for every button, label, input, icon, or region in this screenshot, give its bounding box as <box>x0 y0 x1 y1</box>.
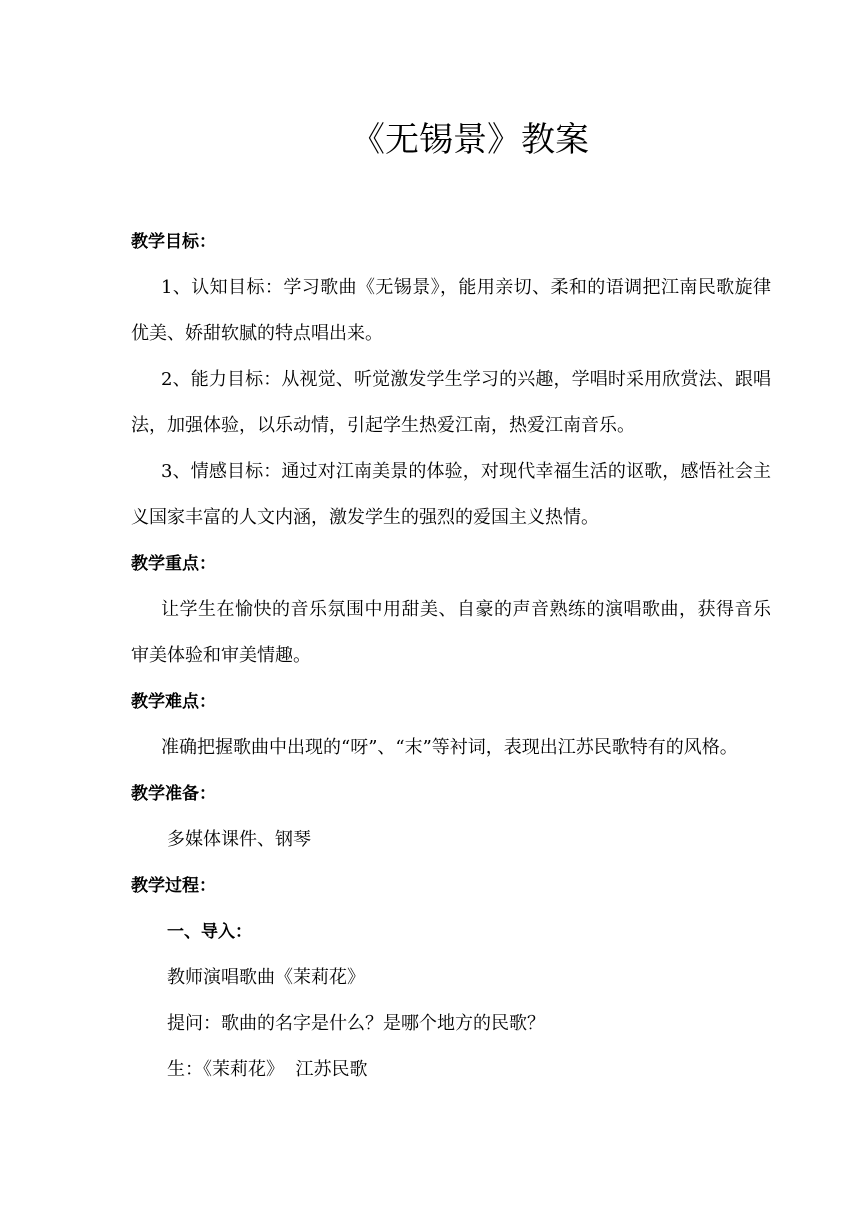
process-line-1: 教师演唱歌曲《茉莉花》 <box>167 967 365 988</box>
process-section-1-heading: 一、导入： <box>167 922 252 942</box>
process-heading: 教学过程： <box>131 876 216 896</box>
goal-item-1: 1、认知目标：学习歌曲《无锡景》，能用亲切、柔和的语调把江南民歌旋律优美、娇甜软腻的特点唱出来。 <box>131 277 771 344</box>
difficulties-heading: 教学难点： <box>131 692 216 712</box>
difficulties-text: 准确把握歌曲中出现的“呀”、“末”等衬词，表现出江苏民歌特有的风格。 <box>161 737 738 758</box>
document-title: 《无锡景》教案 <box>351 120 589 160</box>
goals-heading: 教学目标： <box>131 232 216 252</box>
preparation-heading: 教学准备： <box>131 784 216 804</box>
goal-item-3: 3、情感目标：通过对江南美景的体验，对现代幸福生活的讴歌，感悟社会主义国家丰富的人文内涵，激发学生的强烈的爱国主义热情。 <box>131 461 771 528</box>
goal-item-2: 2、能力目标：从视觉、听觉激发学生学习的兴趣，学唱时采用欣赏法、跟唱法，加强体验，以乐动情，引起学生热爱江南，热爱江南音乐。 <box>131 369 771 436</box>
preparation-text: 多媒体课件、钢琴 <box>167 829 311 850</box>
process-line-3: 生：《茉莉花》 江苏民歌 <box>167 1059 368 1080</box>
document-body <box>131 219 771 1093</box>
process-line-2: 提问：歌曲的名字是什么？是哪个地方的民歌？ <box>167 1013 545 1034</box>
key-points-heading: 教学重点： <box>131 554 216 574</box>
key-points-text: 让学生在愉快的音乐氛围中用甜美、自豪的声音熟练的演唱歌曲，获得音乐审美体验和审美情趣。 <box>131 599 771 666</box>
